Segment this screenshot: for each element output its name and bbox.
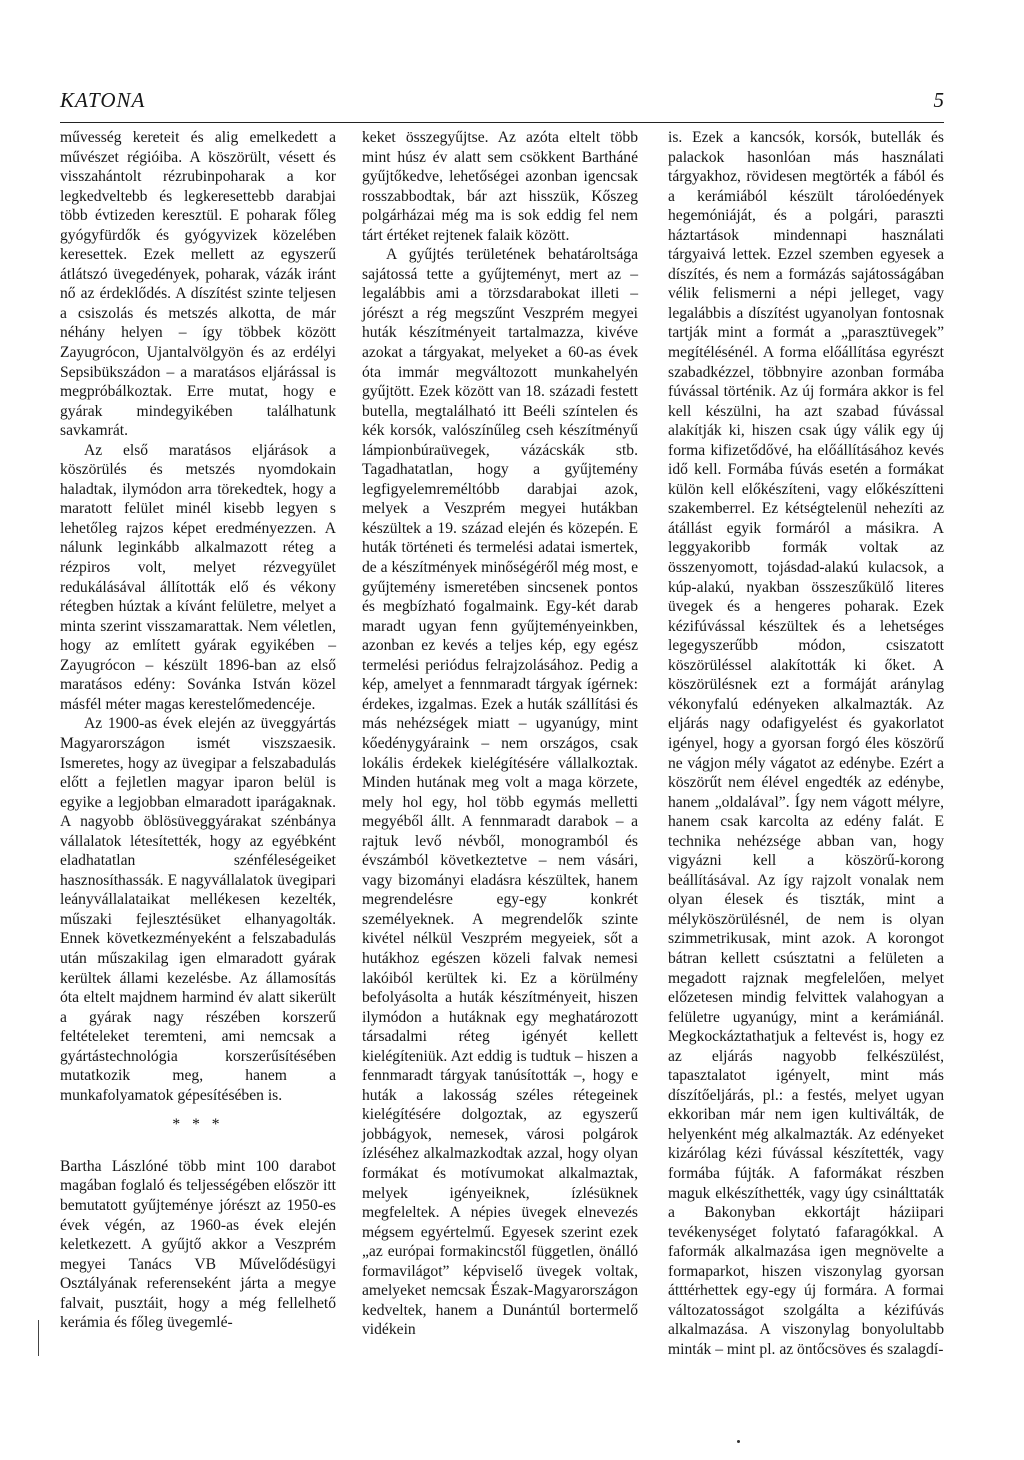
paragraph: Bartha Lászlóné több mint 100 darabot magában foglaló és teljességében először itt bemutatott gyűjteménye jórészt az 1950-es évek végén, az 1960-as évek elején keletkezett. A gyűjtő akkor a Veszprém megyei Tanács VB Művelődésügyi Osztályának referenseként járta a megye falvait, pusztáit, hogy a még fellelhető kerámia és főleg üvegemlé- xyxy=(60,1157,336,1332)
running-title: KATONA xyxy=(60,88,146,112)
section-divider: * * * xyxy=(172,1116,224,1134)
page-number: 5 xyxy=(933,88,944,112)
text-column-2 xyxy=(362,128,638,1340)
margin-mark xyxy=(38,1320,39,1356)
paragraph: Az első maratásos eljárások a köszörülés és metszés nyomdokain haladtak, ilymódon arra törekedtek, hogy a maratott felület minél kisebb legyen s lehetőleg rajzos képet eredményezzen. A nálunk leginkább alkalmazott réteg a rézpiros volt, melyet rézvegyület redukálásával állították elő és vékony rétegben húztak a kívánt felületre, melyet a minta szerint visszamarattak. Nem véletlen, hogy az említett gyárak egyikében – Zayugrócon – készült 1896-ban az első maratásos edény: Sovánka István közel másfél méter magas kerestelőmedencéje. xyxy=(60,441,336,713)
paragraph: Az 1900-as évek elején az üveggyártás Magyarországon ismét viszszaesik. Ismeretes, hogy az üvegipar a felszabadulás előtt a fejletlen magyar iparon belül is egyike a legjobban elmaradott iparágaknak. A nagyobb öblösüveggyárakat szénbánya vállalatok létesítették, hogy az egyébként eladhatatlan szénféleségeiket hasznosíthassák. E nagyvállalatok üvegipari leányvállalataikat mellékesen kezelték, műszaki fejlesztésüket elhanyagolták. Ennek következményeként a felszabadulás után műszakilag igen elmaradott gyárak kerültek állami kezelésbe. Az államosítás óta eltelt majdnem harmind év alatt sikerült a gyárak nagy részében korszerű feltételeket teremteni, ami nemcsak a gyártástechnológia korszerűsítésében mutatkozik meg, hanem a munkafolyamatok gépesítésében is. xyxy=(60,715,336,1104)
paragraph: is. Ezek a kancsók, korsók, butellák és palackok hasonlóan más használati tárgyakhoz, rövidesen megtörték a fából és a kerámiából készült tárolóedények hegemóniáját, és a polgári, paraszti háztartások mindennapi használati tárgyaivá lettek. Ezzel szemben egyesek a díszítés, és nem a formázás sajátosságában vélik felismerni a népi jelleget, vagy legalábbis a díszítést ugyanolyan fontosnak tartják mint a formát a „parasztüvegek” megítélésénél. A forma előállítása egyrészt szabadkézzel, többnyire azonban formába fúvással történik. Az új formára akkor is fel kell készülni, ha azt szabad fúvással alakítják ki, hiszen csak úgy válik egy új forma kifizetődővé, ha előállításához kevés idő kell. Formába fúvás esetén a formákat külön kell előkészíteni, vagy előkészítteni szakemberrel. Ez kétségtelenül nehezíti az átállást egyik formáról a másikra. A leggyakoribb formák voltak az összenyomott, tojásdad-alakú kulacsok, a kúp-alakú, nyakban összeszűkülő literes üvegek és a hengeres poharak. Ezek kézifúvással készültek és a lehetséges legegyszerűbb módon, csiszatott köszörüléssel alakították ki őket. A köszörülésnek ezt a formáját aránylag vékonyfalú edényeken alkalmazták. Az eljárás nagy odafigyelést és gyakorlatot igényel, hogy a gyorsan forgó éles köszörű ne vágjon mély vágatot az edénybe. Ezért a köszörűt nem élével engedték az edénybe, hanem „oldalával”. Így nem vágott mélyre, hanem csak karcolta az edény falát. E technika nehézsége abban van, hogy vigyázni kell a köszörű-korong beállításával. Az így rajzolt vonalak nem olyan élesek és tiszták, mint a mélyköszörülésnél, de nem is olyan szimmetrikusak, mint azok. A korongot bátran kellett csúsztatni a felületen a megadott rajznak megfelelően, melyet előzetesen mindig felvittek valahogyan a felületre ugyanúgy, mint a kerámiánál. Megkockáztathatjuk a feltevést is, hogy ez az eljárás nagyobb felkészülést, tapasztalatot igényelt, mint más díszítőeljárás, pl.: a festés, melyet ugyan ekkoriban már nem igen kultiválták, de helyenként még alkalmazták. Az edényeket kizárólag kézi fúvással készítették, vagy formába fújták. A faformákat részben maguk elkészíthették, vagy úgy csinálttaták a Bakonyban ekkortájt háziipari tevékenységet folytató fafaragókkal. A faformák alkalmazása igen megnövelte a formaparkot, hiszen viszonylag gyorsan átttérhettek egy-egy új formára. A formai változatosságot szolgálta a kézifúvás alkalmazása. A viszonylag bonyolultabb minták – mint pl. az öntőcsöves és szalagdí- xyxy=(668,129,944,1358)
speck-mark xyxy=(737,1440,740,1443)
page-header xyxy=(60,84,944,123)
paragraph: A gyűjtés területének behatároltsága sajátossá tette a gyűjteményt, mert az – legalábbis ami a törzsdarabokat illeti – jórészt a rég megszűnt Veszprém megyei huták készítményeit tartalmazza, kivéve azokat a tárgyakat, melyeket a 60-as évek óta immár megváltozott munkahelyén gyűjtött. Ezek között van 18. századi festett butella, megtalálható itt Beéli színtelen és kék korsók, valószínűleg cseh készítményű lámpionbúraüvegek, vázácskák stb. Tagadhatatlan, hogy a gyűjtemény legfigyelemreméltóbb darabjai azok, melyek a Veszprém megyei hutákban készültek a 19. század elején és közepén. E huták történeti és termelési adatai ismertek, de a készítmények minőségéről még most, e gyűjtemény ismeretében sincsenek pontos és megbízható fogalmaink. Egy-két darab maradt ugyan fenn gyűjteményeinkben, azonban ez kevés a teljes kép, egy egész termelési periódus felrajzolásához. Pedig a kép, amelyet a fennmaradt tárgyak ígérnek: érdekes, izgalmas. Ezek a huták szállítási és más nehézségek miatt – ugyanúgy, mint kőedénygyáraink – nem országos, csak lokális érdekek kielégítésére vállalkoztak. Minden hutának meg volt a maga körzete, mely hol egy, hol több egymás melletti megyéből állt. A fennmaradt darabok – a rajtuk levő névből, monogramból és évszámból következtetve – nem vásári, vagy bizományi eladásra készültek, hanem megrendelésre egy-egy konkrét személyeknek. A megrendelők szinte kivétel nélkül Veszprém megyeiek, sőt a hutákhoz egészen közeli falvak nemesi lakóiból kerültek ki. Ez a körülmény befolyásolta a huták készítményeit, hiszen ilymódon a hutáknak egy meghatározott társadalmi réteg igényét kellett kielégíteniük. Azt eddig is tudtuk – hiszen a fennmaradt tárgyak tanúsították –, hogy e huták a lakosság széles rétegeinek kielégítésére dolgoztak, az egyszerű jobbágyok, nemesek, városi polgárok ízléséhez alkalmazkodtak azzal, hogy olyan formákat és motívumokat alkalmaztak, melyek igényeiknek, ízlésüknek megfeleltek. A népies üvegek elnevezés mégsem egyértelmű. Egyesek szerint ezek „az európai formakincstől független, önálló formavilágot” képviselő üvegek voltak, amelyeket nemcsak Észak-Magyarországon kedveltek, hanem a Dunántúl bortermelő vidékein xyxy=(362,246,638,1339)
paragraph: művesség kereteit és alig emelkedett a művészet régióiba. A köszörült, vésett és visszahántolt rézrubinpoharak a kor legkedveltebb és legkeresettebb darabjai több évtizeden keresztül. E poharak főleg gyógyfürdők és gyógyvizek közelében keresettek. Ezek mellett az egyszerű átlátszó üvegedények, poharak, vázák iránt nő az érdeklődés. A díszítést szinte teljesen a csiszolás és metszés alkotta, de már néhány helyen – így többek között Zayugrócon, Ujantalvölgyön és az erdélyi Sepsibükszádon – a maratásos eljárással is megpróbálkoztak. Erre mutat, hogy e gyárak mindegyikében találhatunk savkamrát. xyxy=(60,129,336,440)
text-column-1 xyxy=(60,128,336,1333)
paragraph: keket összegyűjtse. Az azóta eltelt több mint húsz év alatt sem csökkent Bartháné gyűjtőkedve, lehetőségei azonban igencsak rosszabbodtak, bár azt hisszük, Kőszeg polgárházai még ma is sok eddig fel nem tárt értéket rejtenek falaik között. xyxy=(362,129,638,244)
text-column-3 xyxy=(668,128,944,1359)
